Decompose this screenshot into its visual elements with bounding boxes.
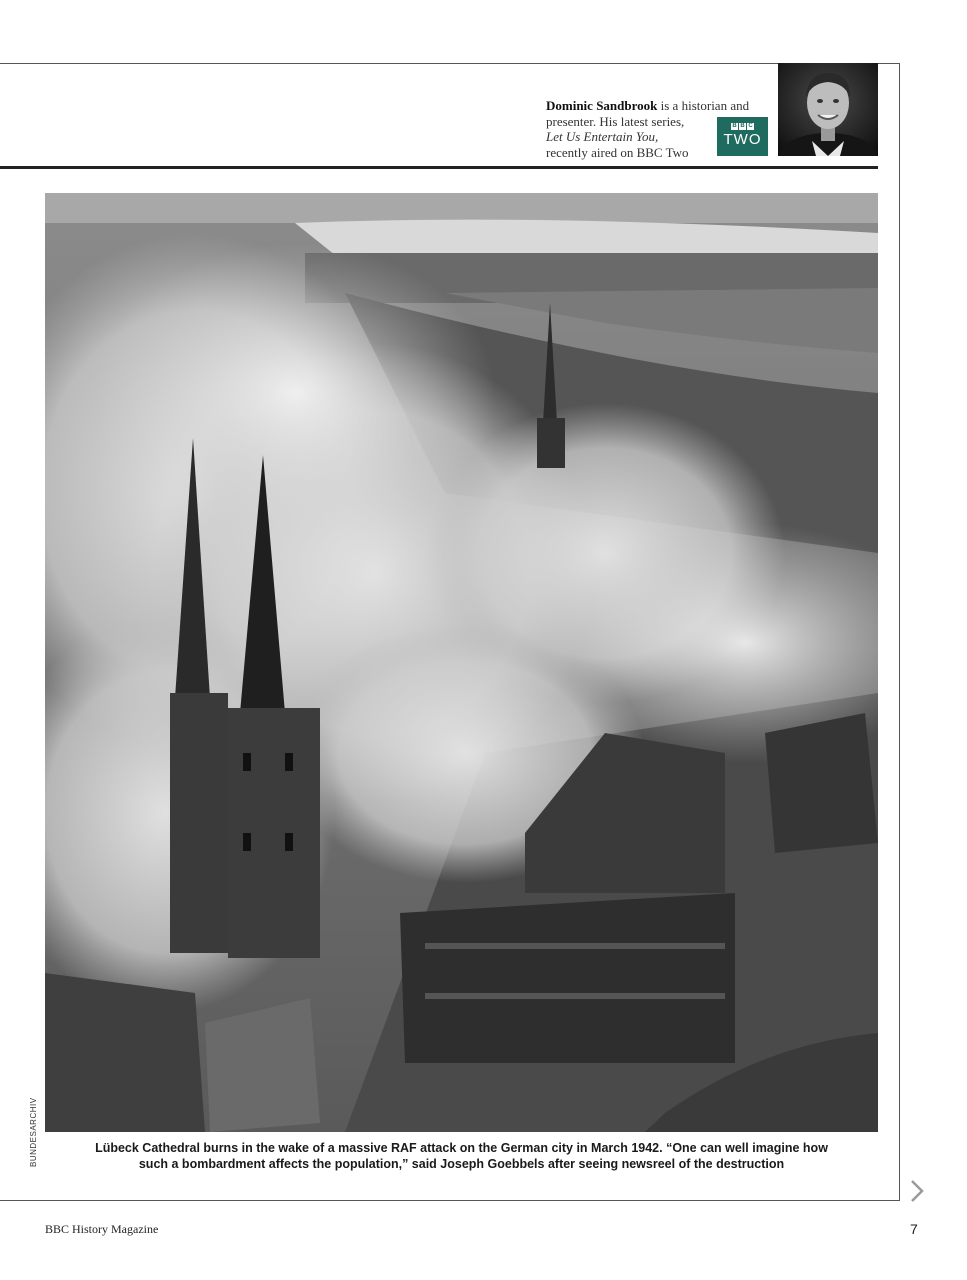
bbc-blocks (717, 123, 768, 130)
magazine-title: BBC History Magazine (45, 1222, 159, 1236)
author-portrait (778, 63, 878, 156)
logo-block: B (740, 123, 745, 129)
page-frame-bottom (0, 1200, 900, 1201)
bbc-two-logo (717, 117, 768, 156)
photo-caption (45, 1141, 878, 1172)
header-rule (0, 166, 878, 169)
channel-name: TWO (723, 131, 762, 148)
bio-line-4: recently aired on BBC Two (546, 144, 689, 160)
page-frame-top (0, 63, 900, 64)
bio-line-2: presenter. His latest series, (546, 113, 685, 129)
lubeck-cathedral-photo (45, 193, 878, 1132)
page-number: 7 (910, 1221, 918, 1237)
series-title: Let Us Entertain You, (546, 129, 659, 144)
author-name: Dominic Sandbrook (546, 98, 658, 113)
bio-line-1: Dominic Sandbrook is a historian and (546, 98, 750, 113)
logo-block: C (748, 123, 753, 129)
caption-line-2: such a bombardment affects the population,” said Joseph Goebbels after seeing newsreel of the destruction (138, 1156, 785, 1171)
photo-credit: BUNDESARCHIV (29, 1097, 38, 1167)
chevron-right-icon[interactable] (907, 1178, 927, 1204)
caption-line-1: Lübeck Cathedral burns in the wake of a massive RAF attack on the German city in March 1942. “One can well imagine how (95, 1141, 828, 1155)
page-frame-right (899, 63, 900, 1201)
logo-block: B (732, 123, 737, 129)
